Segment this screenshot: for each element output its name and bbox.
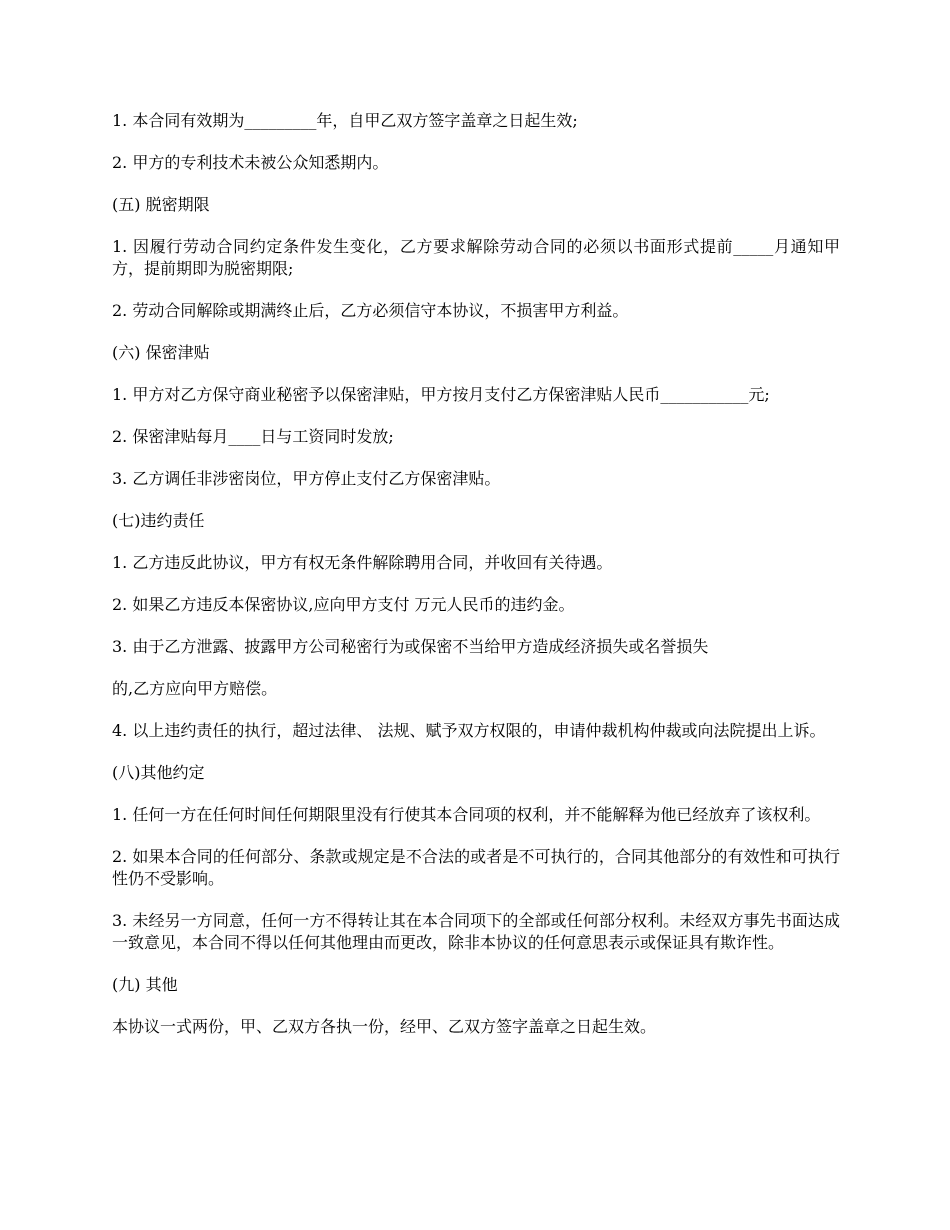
clause-termination-right: 1. 乙方违反此协议，甲方有权无条件解除聘用合同，并收回有关待遇。 <box>112 553 613 572</box>
document-page <box>112 110 840 1058</box>
clause-arbitration: 4. 以上违约责任的执行，超过法律、 法规、赋予双方权限的，申请仲裁机构仲裁或向法院提出上诉。 <box>112 721 826 740</box>
clause-allowance-stop: 3. 乙方调任非涉密岗位，甲方停止支付乙方保密津贴。 <box>112 469 501 488</box>
clause-waiver: 1. 任何一方在任何时间任何期限里没有行使其本合同项的权利，并不能解释为他已经放弃了该权利。 <box>112 805 821 824</box>
clause-severability: 2. 如果本合同的任何部分、条款或规定是不合法的或者是不可执行的，合同其他部分的有效性和可执行性仍不受影响。 <box>112 847 840 888</box>
section-heading-misc: (九) 其他 <box>112 975 178 994</box>
clause-notice-period: 1. 因履行劳动合同约定条件发生变化，乙方要求解除劳动合同的必须以书面形式提前_____月通知甲方，提前期即为脱密期限; <box>112 237 840 278</box>
section-heading-other-agreements: (八)其他约定 <box>112 763 205 782</box>
clause-validity-period: 1. 本合同有效期为_________年，自甲乙双方签字盖章之日起生效; <box>112 111 578 130</box>
clause-damages-part1: 3. 由于乙方泄露、披露甲方公司秘密行为或保密不当给甲方造成经济损失或名誉损失 <box>112 637 709 656</box>
clause-penalty: 2. 如果乙方违反本保密协议,应向甲方支付 万元人民币的违约金。 <box>112 595 575 614</box>
section-heading-declassification: (五) 脱密期限 <box>112 195 210 214</box>
clause-patent-period: 2. 甲方的专利技术未被公众知悉期内。 <box>112 153 389 172</box>
clause-damages-part2: 的,乙方应向甲方赔偿。 <box>112 679 278 698</box>
clause-copies: 本协议一式两份，甲、乙双方各执一份，经甲、乙双方签字盖章之日起生效。 <box>112 1017 657 1036</box>
clause-allowance-amount: 1. 甲方对乙方保守商业秘密予以保密津贴，甲方按月支付乙方保密津贴人民币___________元; <box>112 385 770 404</box>
section-heading-liability: (七)违约责任 <box>112 511 205 530</box>
clause-assignment: 3. 未经另一方同意，任何一方不得转让其在本合同项下的全部或任何部分权利。未经双方事先书面达成一致意见，本合同不得以任何其他理由而更改，除非本协议的任何意思表示或保证具有欺诈性。 <box>112 911 840 952</box>
section-heading-allowance: (六) 保密津贴 <box>112 343 210 362</box>
clause-post-termination: 2. 劳动合同解除或期满终止后，乙方必须信守本协议，不损害甲方利益。 <box>112 301 629 320</box>
clause-allowance-payday: 2. 保密津贴每月____日与工资同时发放; <box>112 427 394 446</box>
